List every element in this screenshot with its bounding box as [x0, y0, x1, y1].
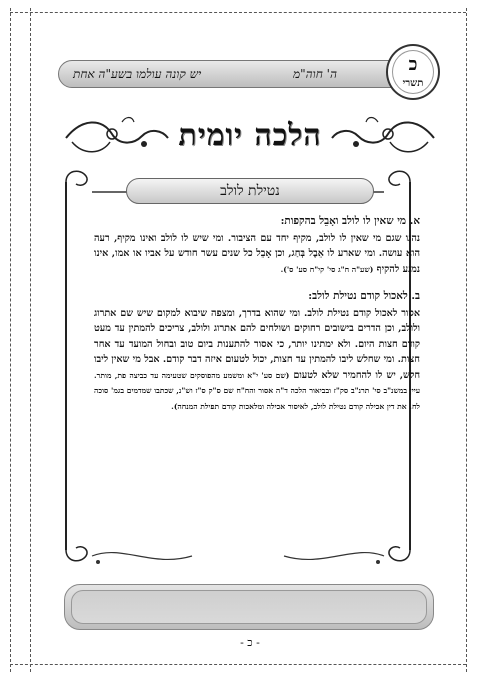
right-flourish-icon	[328, 108, 438, 164]
month-label: תשרי	[402, 78, 424, 89]
halacha-content	[94, 214, 420, 414]
bulletin-page	[40, 14, 460, 666]
cut-line-inner-left	[30, 8, 31, 672]
section-body: נהגו שגם מי שאין לו לולב, מקיף יחד עם הציבור. ומי שיש לו לולב ואינו מקיף, רעה הוא עושה. ומי שארע לו אֵבֶל בְּחַג, וכן אָבֵל כל שנים עשר חודש על אביו או אמו, אינו נמנע להקיף (שע"ה ח"ג סי' קי"ח סע' ס').	[94, 232, 420, 275]
section-a	[94, 214, 420, 277]
page-number: - כ -	[240, 636, 260, 649]
cut-line-left	[10, 8, 11, 672]
subtitle-pill	[126, 178, 374, 204]
cut-line-top	[10, 12, 466, 13]
cut-line-right	[466, 8, 467, 672]
bottom-box	[64, 584, 434, 630]
day-badge	[386, 44, 440, 100]
header-quote: יש קונה עולמו בשע"ה אחת	[73, 67, 202, 81]
section-b	[94, 289, 420, 414]
header-strip	[58, 60, 418, 88]
page-title: הלכה יומית	[178, 118, 322, 153]
section-heading: א. מי שאין לו לולב ואָבֵל בהקפות:	[280, 215, 420, 227]
day-letter: כ	[408, 54, 418, 75]
title-banner	[62, 108, 438, 164]
section-body: אסור לאכול קודם נטילת לולב. ומי שהוא בדרך, ומצפה שיבוא למקום שיש שם אתרוג ולולב, וכן הדרים בישובים רחוקים ושולחים להם אתרוג ולולב, צריכים להמתין עד מעט קודם חצות היום. ולא ימתינו יותר, כי אסור להתענות ביום טוב ובחול המועד עד אחר חצות. ומי שחלש ליבו להמתין עד חצות, יכול לטעום איזה דבר קודם. אבל מי שאין ליבו חלש, יש לו להחמיר שלא לטעום (שם סע' י"א ומשמע מהפוסקים שטעימה עד כביצה פת, מותר. עיין במשנ"ב סי' תרנ"ב סק"ז ובביאור הלכה ד"ה אסור והח"ח שם ס"ק ס"ז וש"נ, שכתבו שמדמים בגמ' סוכה לח. את דין אכילה קודם נטילת לולב, לאיסור אכילה ומלאכות קודם תפילת המנחה).	[94, 307, 420, 411]
section-heading: ב. לאכול קודם נטילת לולב:	[308, 290, 420, 302]
source-note: (שע"ה ח"ג סי' קי"ח סע' ס').	[280, 264, 374, 274]
subtitle: נטילת לולב	[220, 183, 280, 199]
source-note: (שם סע' י"א ומשמע מהפוסקים שטעימה עד כביצה פת, מותר. עיין במשנ"ב סי' תרנ"ב סק"ז ובביאור הלכה ד"ה אסור והח"ח שם ס"ק ס"ז וש"נ, שכתבו שמדמים בגמ' סוכה לח. את דין אכילה קודם נטילת לולב, לאיסור אכילה ומלאכות קודם תפילת המנחה).	[94, 370, 420, 411]
header-date: ה' חוה"מ	[293, 67, 337, 81]
